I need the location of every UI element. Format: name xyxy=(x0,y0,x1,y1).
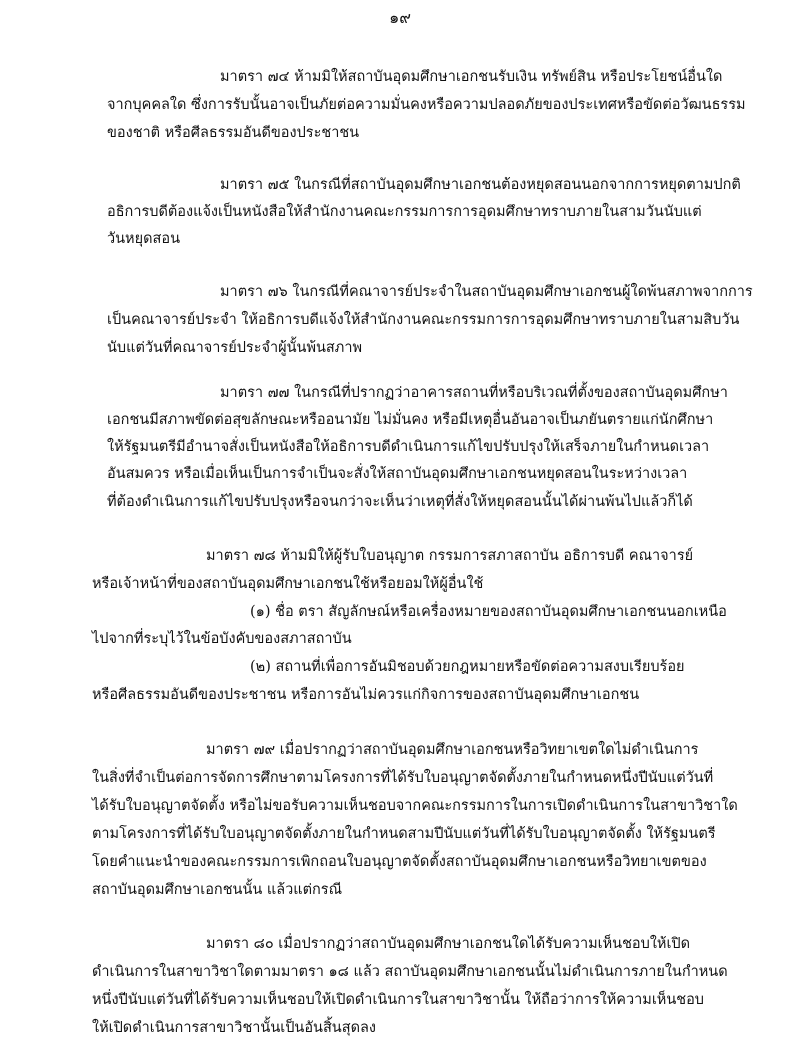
section-79-line-5: โดยคำแนะนำของคณะกรรมการเพิกถอนใบอนุญาตจัดตั้งสถาบันอุดมศึกษาเอกชนหรือวิทยาเขตของ xyxy=(92,854,707,870)
section-77-line-4: อันสมควร หรือเมื่อเห็นเป็นการจำเป็นจะสั่งให้สถาบันอุดมศึกษาเอกชนหยุดสอนในระหว่างเวลา xyxy=(107,466,688,482)
section-78-item-2-line-1: (๒) สถานที่เพื่อการอันมิชอบด้วยกฎหมายหรือขัดต่อความสงบเรียบร้อย xyxy=(250,659,685,675)
section-80-line-3: หนึ่งปีนับแต่วันที่ได้รับความเห็นชอบให้เปิดดำเนินการในสาขาวิชานั้น ให้ถือว่าการให้ความเห็นชอบ xyxy=(92,992,705,1008)
page-number: ๑๙ xyxy=(389,8,411,27)
section-80-line-4: ให้เปิดดำเนินการสาขาวิชานั้นเป็นอันสิ้นสุดลง xyxy=(92,1020,376,1036)
section-76-line-2: เป็นคณาจารย์ประจำ ให้อธิการบดีแจ้งให้สำนักงานคณะกรรมการการอุดมศึกษาทราบภายในสามสิบวัน xyxy=(107,312,740,328)
section-79-line-4: ตามโครงการที่ได้รับใบอนุญาตจัดตั้งภายในกำหนดสามปีนับแต่วันที่ได้รับใบอนุญาตจัดตั้ง ให้รัฐมนตรี xyxy=(92,826,716,842)
section-80-line-1: มาตรา ๘๐ เมื่อปรากฏว่าสถาบันอุดมศึกษาเอกชนใดได้รับความเห็นชอบให้เปิด xyxy=(206,936,691,952)
section-74-line-3: ของชาติ หรือศีลธรรมอันดีของประชาชน xyxy=(107,125,360,141)
section-76-line-3: นับแต่วันที่คณาจารย์ประจำผู้นั้นพ้นสภาพ xyxy=(107,340,363,356)
section-78-line-1: มาตรา ๗๘ ห้ามมิให้ผู้รับใบอนุญาต กรรมการสภาสถาบัน อธิการบดี คณาจารย์ xyxy=(206,548,694,564)
section-76-line-1: มาตรา ๗๖ ในกรณีที่คณาจารย์ประจำในสถาบันอุดมศึกษาเอกชนผู้ใดพ้นสภาพจากการ xyxy=(220,284,753,300)
section-75-line-2: อธิการบดีต้องแจ้งเป็นหนังสือให้สำนักงานคณะกรรมการการอุดมศึกษาทราบภายในสามวันนับแต่ xyxy=(107,204,702,220)
section-79-line-3: ได้รับใบอนุญาตจัดตั้ง หรือไม่ขอรับความเห็นชอบจากคณะกรรมการในการเปิดดำเนินการในสาขาวิชาใด xyxy=(92,798,738,814)
section-77-line-5: ที่ต้องดำเนินการแก้ไขปรับปรุงหรือจนกว่าจะเห็นว่าเหตุที่สั่งให้หยุดสอนนั้นได้ผ่านพ้นไปแล้วก็ได้ xyxy=(107,494,693,510)
section-78-item-1-line-2: ไปจากที่ระบุไว้ในข้อบังคับของสภาสถาบัน xyxy=(92,631,352,647)
section-74-line-2: จากบุคคลใด ซึ่งการรับนั้นอาจเป็นภัยต่อความมั่นคงหรือความปลอดภัยของประเทศหรือขัดต่อวัฒนธรรม xyxy=(107,97,746,113)
section-75-line-3: วันหยุดสอน xyxy=(107,231,180,247)
section-77-line-2: เอกชนมีสภาพขัดต่อสุขลักษณะหรืออนามัย ไม่มั่นคง หรือมีเหตุอื่นอันอาจเป็นภยันตรายแก่นักศึกษา xyxy=(107,412,714,428)
section-79-line-1: มาตรา ๗๙ เมื่อปรากฏว่าสถาบันอุดมศึกษาเอกชนหรือวิทยาเขตใดไม่ดำเนินการ xyxy=(206,742,699,758)
section-79-line-2: ในสิ่งที่จำเป็นต่อการจัดการศึกษาตามโครงการที่ได้รับใบอนุญาตจัดตั้งภายในกำหนดหนึ่งปีนับแต่วันที่ xyxy=(92,770,714,786)
section-80-line-2: ดำเนินการในสาขาวิชาใดตามมาตรา ๑๘ แล้ว สถาบันอุดมศึกษาเอกชนนั้นไม่ดำเนินการภายในกำหนด xyxy=(92,964,728,980)
section-74-line-1: มาตรา ๗๔ ห้ามมิให้สถาบันอุดมศึกษาเอกชนรับเงิน ทรัพย์สิน หรือประโยชน์อื่นใด xyxy=(220,69,723,85)
section-77-line-1: มาตรา ๗๗ ในกรณีที่ปรากฏว่าอาคารสถานที่หรือบริเวณที่ตั้งของสถาบันอุดมศึกษา xyxy=(220,385,728,401)
section-78-item-1-line-1: (๑) ชื่อ ตรา สัญลักษณ์หรือเครื่องหมายของสถาบันอุดมศึกษาเอกชนนอกเหนือ xyxy=(250,604,727,620)
section-77-line-3: ให้รัฐมนตรีมีอำนาจสั่งเป็นหนังสือให้อธิการบดีดำเนินการแก้ไขปรับปรุงให้เสร็จภายในกำหนดเวลา xyxy=(107,439,710,455)
section-78-item-2-line-2: หรือศีลธรรมอันดีของประชาชน หรือการอันไม่ควรแก่กิจการของสถาบันอุดมศึกษาเอกชน xyxy=(92,687,640,703)
section-78-line-2: หรือเจ้าหน้าที่ของสถาบันอุดมศึกษาเอกชนใช้หรือยอมให้ผู้อื่นใช้ xyxy=(92,576,484,592)
section-75-line-1: มาตรา ๗๕ ในกรณีที่สถาบันอุดมศึกษาเอกชนต้องหยุดสอนนอกจากการหยุดตามปกติ xyxy=(220,177,741,193)
section-79-line-6: สถาบันอุดมศึกษาเอกชนนั้น แล้วแต่กรณี xyxy=(92,882,343,898)
